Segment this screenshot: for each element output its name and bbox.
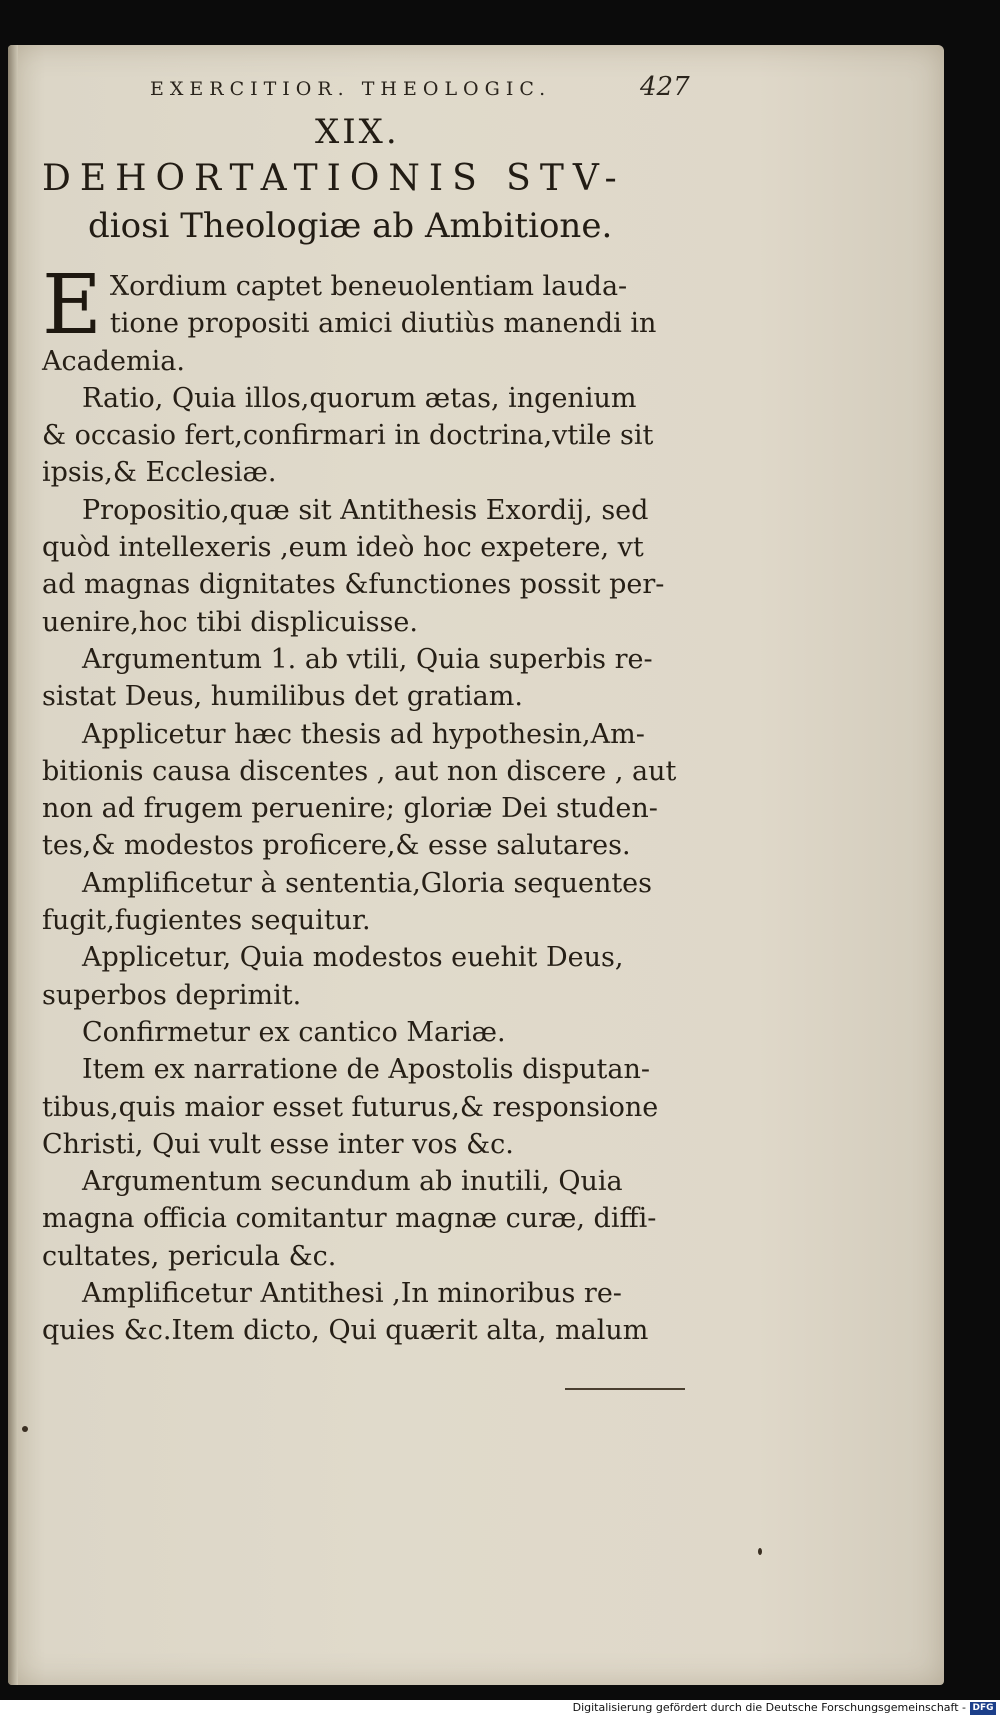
paragraph-11: [42, 1275, 692, 1350]
text-line: & occasio fert,confirmari in doctrina,vtile sit: [42, 420, 654, 452]
text-line: magna officia comitantur magnæ curæ, diffi-: [42, 1203, 657, 1235]
text-line: fugit,fugientes sequitur.: [42, 905, 371, 937]
text-line: bitionis causa discentes , aut non discere , aut: [42, 755, 677, 787]
body-text: [42, 258, 692, 1350]
paragraph-8: [42, 1014, 692, 1051]
text-line: Applicetur, Quia modestos euehit Deus,: [82, 942, 624, 974]
drop-cap: E: [42, 258, 102, 353]
text-line: Applicetur hæc thesis ad hypothesin,Am-: [82, 718, 645, 750]
paragraph-2: [42, 380, 692, 492]
catchword-rule: [565, 1388, 685, 1390]
paragraph-3: [42, 492, 692, 641]
footer-credit: Digitalisierung gefördert durch die Deutsche Forschungsgemeinschaft -: [572, 1701, 966, 1714]
text-line: quòd intellexeris ,eum ideò hoc expetere, vt: [42, 532, 644, 564]
text-line: ad magnas dignitates &functiones possit per-: [42, 569, 665, 601]
text-line: sistat Deus, humilibus det gratiam.: [42, 681, 523, 713]
text-line: uenire,hoc tibi displicuisse.: [42, 606, 418, 638]
text-line: tes,& modestos proficere,& esse salutares.: [42, 830, 631, 862]
ink-spot: [758, 1548, 762, 1555]
text-line: Xordium captet beneuolentiam lauda-: [109, 271, 628, 302]
paragraph-4: [42, 641, 692, 716]
paragraph-6: [42, 865, 692, 940]
running-head: EXERCITIOR. THEOLOGIC.: [150, 78, 552, 100]
chapter-number: XIX.: [315, 112, 400, 152]
page-number: 427: [640, 72, 690, 102]
text-line: Propositio,quæ sit Antithesis Exordij, sed: [82, 494, 649, 526]
text-line: Amplificetur à sententia,Gloria sequentes: [82, 867, 653, 899]
text-line: Argumentum secundum ab inutili, Quia: [82, 1166, 623, 1198]
chapter-title-line-2: diosi Theologiæ ab Ambitione.: [88, 206, 613, 246]
text-line: Amplificetur Antithesi ,In minoribus re-: [82, 1278, 622, 1310]
text-line: ipsis,& Ecclesiæ.: [42, 457, 277, 489]
text-line: Argumentum 1. ab vtili, Quia superbis re-: [82, 643, 653, 675]
paragraph-7: [42, 939, 692, 1014]
text-line: superbos deprimit.: [42, 979, 302, 1011]
text-line: tibus,quis maior esset futurus,& responsione: [42, 1091, 659, 1123]
page-edge: [8, 45, 18, 1685]
chapter-title-line-1: DEHORTATIONIS STV-: [42, 158, 626, 199]
text-line: quies &c.Item dicto, Qui quærit alta, malum: [42, 1315, 649, 1347]
paragraph-10: [42, 1163, 692, 1275]
text-line: cultates, pericula &c.: [42, 1240, 337, 1272]
text-line: Christi, Qui vult esse inter vos &c.: [42, 1128, 514, 1160]
text-line: non ad frugem peruenire; gloriæ Dei studen-: [42, 793, 658, 825]
text-line: Academia.: [42, 345, 185, 377]
ink-spot: [22, 1426, 28, 1432]
text-line: Item ex narratione de Apostolis disputan-: [82, 1054, 651, 1086]
paragraph-9: [42, 1051, 692, 1163]
text-line: Ratio, Quia illos,quorum ætas, ingenium: [82, 382, 637, 414]
text-line: tione propositi amici diutiùs manendi in: [109, 308, 657, 340]
dfg-logo-icon: DFG: [970, 1702, 996, 1715]
text-line: Confirmetur ex cantico Mariæ.: [82, 1016, 506, 1048]
paragraph-1: [42, 258, 692, 380]
paragraph-5: [42, 716, 692, 865]
